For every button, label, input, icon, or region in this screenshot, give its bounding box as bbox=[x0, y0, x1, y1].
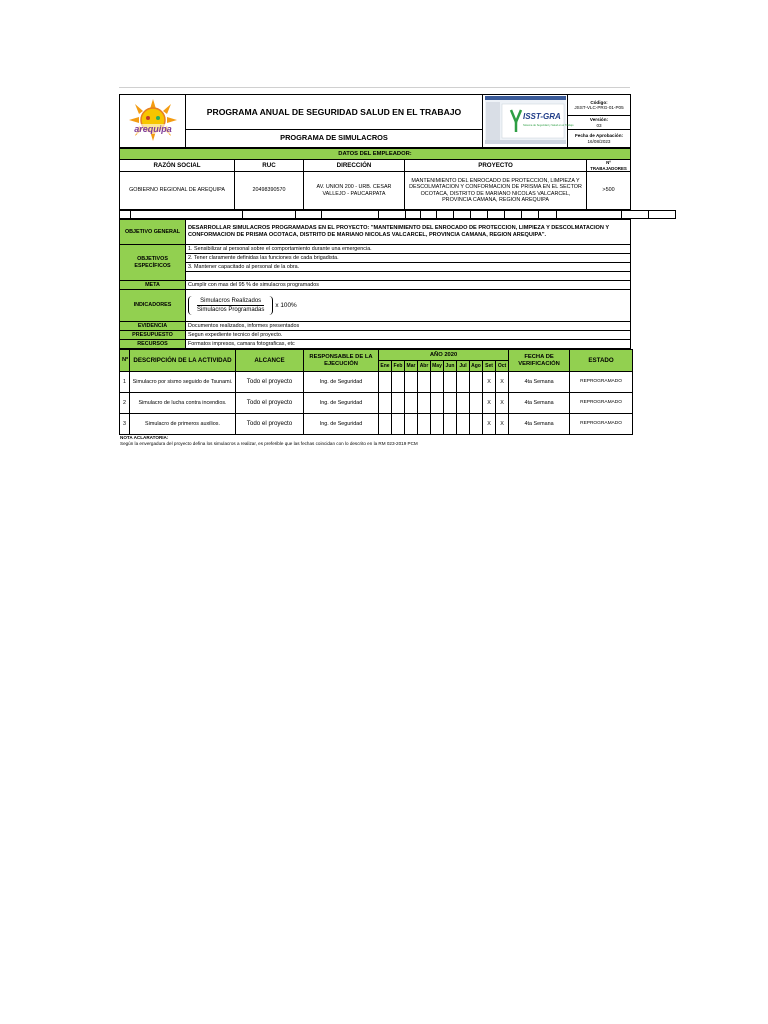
activity-number: 1 bbox=[120, 372, 130, 393]
activity-month-mark bbox=[379, 372, 392, 393]
razon-social-value: GOBIERNO REGIONAL DE AREQUIPA bbox=[120, 172, 235, 210]
indicator-factor: x 100% bbox=[275, 301, 297, 309]
activity-month-mark bbox=[444, 393, 457, 414]
recursos-label: RECURSOS bbox=[120, 340, 186, 349]
col-estado: ESTADO bbox=[570, 350, 633, 372]
activity-month-mark bbox=[470, 414, 483, 435]
objetivo-especifico-1: 1. Sensibilizar al personal sobre el comportamiento durante una emergencia. bbox=[186, 245, 631, 254]
objetivos-especificos-label: OBJETIVOS ESPECÍFICOS bbox=[120, 245, 186, 281]
activity-month-mark bbox=[405, 393, 418, 414]
logo-text: arequipa bbox=[133, 124, 172, 134]
code-cell bbox=[568, 95, 631, 116]
activity-fecha: 4ta Semana bbox=[509, 372, 570, 393]
notes-text: Según la envergadura del proyecto defina los simulacros a realizar, es preferible que las fechas coincidan con lo descrito en la RM 023-2019 PCM bbox=[120, 441, 418, 447]
month-abr: Abr bbox=[418, 361, 431, 372]
activity-month-mark bbox=[431, 414, 444, 435]
activity-estado: REPROGRAMADO bbox=[570, 372, 633, 393]
activity-month-mark: X bbox=[496, 372, 509, 393]
activity-month-mark: X bbox=[483, 393, 496, 414]
activity-month-mark bbox=[418, 414, 431, 435]
activity-fecha: 4ta Semana bbox=[509, 414, 570, 435]
objetivo-general-label: OBJETIVO GENERAL bbox=[120, 220, 186, 245]
activity-month-mark bbox=[457, 393, 470, 414]
trabajadores-value: >500 bbox=[587, 172, 631, 210]
notes-title: NOTA ACLARATORIA: bbox=[120, 435, 169, 441]
indicadores-label: INDICADORES bbox=[120, 290, 186, 322]
objetivo-especifico-empty bbox=[186, 272, 631, 281]
activity-description: Simulacro de primeros auxilios. bbox=[130, 414, 236, 435]
activity-month-mark: X bbox=[483, 414, 496, 435]
activity-month-mark bbox=[418, 393, 431, 414]
activities-table bbox=[119, 349, 633, 435]
col-responsable: RESPONSABLE DE LA EJECUCIÓN bbox=[304, 350, 379, 372]
month-set: Set bbox=[483, 361, 496, 372]
isst-logo-cell bbox=[483, 95, 574, 148]
header-table bbox=[119, 94, 631, 148]
activity-month-mark bbox=[392, 414, 405, 435]
month-oct: Oct bbox=[496, 361, 509, 372]
objetivo-especifico-2: 2. Tener claramente definidas las funciones de cada brigadista. bbox=[186, 254, 631, 263]
code-label: Código: bbox=[590, 99, 608, 105]
activity-alcance: Todo el proyecto bbox=[236, 372, 304, 393]
presupuesto-value: Segun expediente tecnico del proyecto. bbox=[186, 331, 631, 340]
isst-logo-text: ISST-GRA bbox=[522, 112, 561, 121]
arequipa-sun-logo bbox=[123, 97, 183, 143]
col-descripcion: DESCRIPCIÓN DE LA ACTIVIDAD bbox=[130, 350, 236, 372]
employer-section-title: DATOS DEL EMPLEADOR: bbox=[120, 149, 631, 160]
indicator-denominator: Simulacros Programadas bbox=[197, 307, 265, 314]
col-n: Nº bbox=[120, 350, 130, 372]
activity-fecha: 4ta Semana bbox=[509, 393, 570, 414]
col-alcance: ALCANCE bbox=[236, 350, 304, 372]
proyecto-value: MANTENIMIENTO DEL ENROCADO DE PROTECCION, LIMPIEZA Y DESCOLMATACION Y CONFORMACION DE PRISMA EN EL SECTOR OCOTACA, DISTRITO DE MARIANO NICOLAS VALCARCEL, PROVINCIA CAMANA, REGION AREQUIPA bbox=[405, 172, 587, 210]
logo-cell bbox=[120, 95, 186, 148]
activity-month-mark bbox=[418, 372, 431, 393]
header-razon-social: RAZÓN SOCIAL bbox=[120, 160, 235, 172]
isst-gra-logo bbox=[485, 96, 574, 144]
fraction-bracket bbox=[188, 296, 273, 316]
col-year: AÑO 2020 bbox=[379, 350, 509, 361]
objetivo-especifico-3: 3. Mantener capacitado al personal de la obra. bbox=[186, 263, 631, 272]
approval-cell bbox=[568, 130, 631, 148]
header-ruc: RUC bbox=[235, 160, 304, 172]
approval-label: Fecha de Aprobación: bbox=[574, 133, 624, 139]
activity-number: 3 bbox=[120, 414, 130, 435]
activity-month-mark bbox=[470, 372, 483, 393]
notes-block bbox=[119, 435, 630, 447]
activity-responsable: Ing. de Seguridad bbox=[304, 393, 379, 414]
activity-number: 2 bbox=[120, 393, 130, 414]
header-direccion: DIRECCIÓN bbox=[304, 160, 405, 172]
header-proyecto: PROYECTO bbox=[405, 160, 587, 172]
month-jun: Jun bbox=[444, 361, 457, 372]
activity-month-mark bbox=[444, 372, 457, 393]
activity-alcance: Todo el proyecto bbox=[236, 393, 304, 414]
approval-value: 16/08/2023 bbox=[587, 138, 611, 144]
activity-month-mark bbox=[392, 372, 405, 393]
document-title: PROGRAMA ANUAL DE SEGURIDAD SALUD EN EL TRABAJO bbox=[186, 95, 483, 130]
activity-month-mark bbox=[444, 414, 457, 435]
activity-month-mark bbox=[470, 393, 483, 414]
activity-month-mark bbox=[431, 393, 444, 414]
version-value: 03 bbox=[596, 122, 602, 128]
employer-table bbox=[119, 148, 631, 210]
ruc-value: 20498390570 bbox=[235, 172, 304, 210]
spacer-grid bbox=[119, 210, 676, 219]
activity-row bbox=[120, 372, 633, 393]
activity-row bbox=[120, 393, 633, 414]
month-may: May bbox=[431, 361, 444, 372]
evidencia-label: EVIDENCIA bbox=[120, 322, 186, 331]
activity-month-mark bbox=[457, 414, 470, 435]
meta-label: META bbox=[120, 281, 186, 290]
activity-month-mark bbox=[431, 372, 444, 393]
activity-month-mark bbox=[379, 393, 392, 414]
month-feb: Feb bbox=[392, 361, 405, 372]
page-top-rule bbox=[119, 87, 630, 88]
activity-estado: REPROGRAMADO bbox=[570, 414, 633, 435]
activity-month-mark bbox=[405, 372, 418, 393]
activity-responsable: Ing. de Seguridad bbox=[304, 414, 379, 435]
col-fecha-verificacion: FECHA DE VERIFICACIÓN bbox=[509, 350, 570, 372]
isst-logo-subtext: Sistema de Seguridad y Salud en el Trabajo bbox=[522, 124, 574, 127]
recursos-value: Formatos impresos, camara fotograficas, etc bbox=[186, 340, 631, 349]
indicator-numerator: Simulacros Realizados bbox=[200, 297, 262, 304]
activity-description: Simulacro de lucha contra incendios. bbox=[130, 393, 236, 414]
meta-value: Cumplir con mas del 95 % de simulacros programados bbox=[186, 281, 631, 290]
activity-row bbox=[120, 414, 633, 435]
activity-alcance: Todo el proyecto bbox=[236, 414, 304, 435]
month-jul: Jul bbox=[457, 361, 470, 372]
program-table bbox=[119, 219, 631, 349]
activity-month-mark bbox=[405, 414, 418, 435]
activity-month-mark: X bbox=[496, 393, 509, 414]
activity-month-mark bbox=[392, 393, 405, 414]
activity-month-mark: X bbox=[496, 414, 509, 435]
activity-responsable: Ing. de Seguridad bbox=[304, 372, 379, 393]
code-value: JSST-VLC-PRG-01-P05 bbox=[574, 105, 624, 111]
activity-estado: REPROGRAMADO bbox=[570, 393, 633, 414]
indicator-fraction bbox=[188, 296, 297, 316]
header-trabajadores: Nº TRABAJADORES bbox=[587, 160, 631, 172]
direccion-value: AV. UNION 200 - URB. CESAR VALLEJO - PAUCARPATA bbox=[304, 172, 405, 210]
indicadores-formula bbox=[186, 290, 631, 322]
version-cell bbox=[568, 116, 631, 130]
activity-month-mark bbox=[379, 414, 392, 435]
objetivo-general-value: DESARROLLAR SIMULACROS PROGRAMADAS EN EL PROYECTO: "MANTENIMIENTO DEL ENROCADO DE PROTECCION, LIMPIEZA Y DESCOLMATACION Y CONFORMACION DE PRISMA OCOTACA, DISTRITO DE MARIANO NICOLAS VALCARCEL, PROVINCIA CAMANA, REGION AREQUIPA". bbox=[186, 220, 631, 245]
document-subtitle: PROGRAMA DE SIMULACROS bbox=[186, 130, 483, 148]
activity-month-mark: X bbox=[483, 372, 496, 393]
activity-description: Simulacro por sismo seguido de Tsunami. bbox=[130, 372, 236, 393]
presupuesto-label: PRESUPUESTO bbox=[120, 331, 186, 340]
activity-rows bbox=[120, 372, 633, 435]
version-label: Versión: bbox=[589, 117, 609, 123]
simulacros-sheet bbox=[119, 94, 630, 447]
month-ago: Ago bbox=[470, 361, 483, 372]
month-mar: Mar bbox=[405, 361, 418, 372]
month-ene: Ene bbox=[379, 361, 392, 372]
activity-month-mark bbox=[457, 372, 470, 393]
evidencia-value: Documentos realizados, informes presentados bbox=[186, 322, 631, 331]
